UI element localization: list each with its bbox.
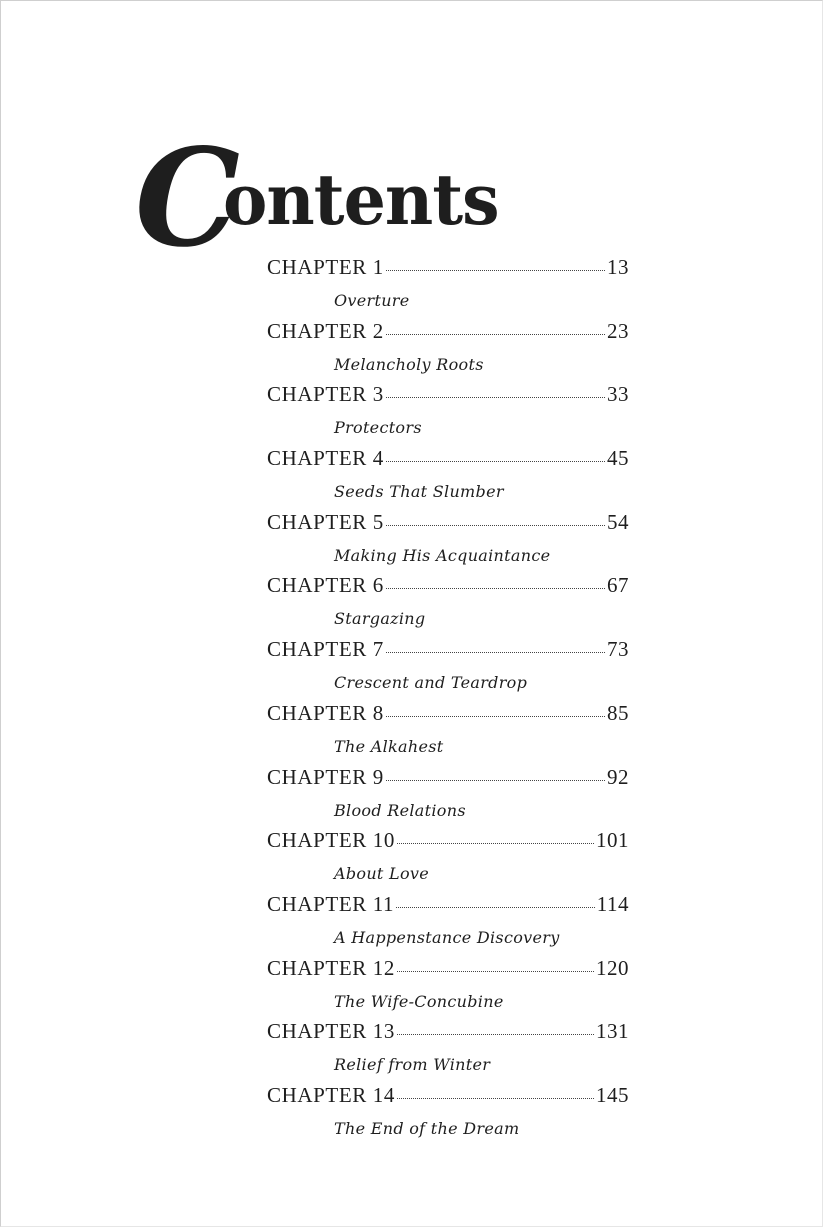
toc-entry: [267, 637, 629, 701]
page-number: 85: [607, 700, 629, 725]
chapter-subtitle: Stargazing: [334, 609, 426, 629]
chapter-subtitle: Protectors: [334, 418, 422, 438]
dot-leader: [397, 1098, 594, 1099]
dot-leader: [397, 1034, 594, 1035]
dot-leader: [397, 971, 594, 972]
chapter-subtitle: Overture: [334, 291, 410, 310]
chapter-label: CHAPTER 7: [267, 637, 384, 662]
chapter-label: CHAPTER 12: [267, 955, 395, 980]
toc-entry: [267, 255, 629, 319]
toc-entry: [267, 446, 629, 510]
toc-entry: [267, 382, 629, 446]
chapter-subtitle: Melancholy Roots: [334, 354, 484, 374]
chapter-subtitle: Crescent and Teardrop: [334, 673, 528, 693]
dot-leader: [386, 780, 605, 781]
chapter-label: CHAPTER 9: [267, 764, 384, 789]
title-text: ontents: [223, 158, 499, 241]
chapter-subtitle: Seeds That Slumber: [334, 482, 504, 502]
chapter-subtitle: The End of the Dream: [334, 1118, 520, 1138]
toc-entry: [267, 701, 629, 765]
chapter-label: CHAPTER 13: [267, 1019, 395, 1044]
toc-entry: [267, 1083, 629, 1147]
chapter-label: CHAPTER 11: [267, 891, 395, 916]
page-number: 145: [596, 1082, 629, 1107]
dot-leader: [386, 397, 605, 398]
page-number: 13: [607, 255, 629, 279]
page-number: 92: [607, 764, 629, 789]
toc-entry: [267, 956, 629, 1020]
chapter-subtitle: Blood Relations: [334, 800, 466, 820]
chapter-subtitle: Relief from Winter: [334, 1055, 491, 1075]
chapter-label: CHAPTER 8: [267, 700, 384, 725]
chapter-label: CHAPTER 4: [267, 446, 384, 471]
toc-entry: [267, 1019, 629, 1083]
chapter-subtitle: Making His Acquaintance: [334, 545, 551, 565]
page-number: 33: [607, 382, 629, 407]
page-number: 67: [607, 573, 629, 598]
toc-entry: [267, 510, 629, 574]
page-number: 131: [596, 1019, 629, 1044]
dot-leader: [386, 525, 605, 526]
dot-leader: [397, 843, 594, 844]
toc-entry: [267, 892, 629, 956]
page-number: 120: [596, 955, 629, 980]
chapter-label: CHAPTER 5: [267, 509, 384, 534]
chapter-label: CHAPTER 14: [267, 1082, 395, 1107]
page-number: 23: [607, 318, 629, 343]
page-number: 114: [596, 891, 629, 916]
dot-leader: [386, 334, 605, 335]
chapter-label: CHAPTER 1: [267, 255, 384, 279]
page-number: 73: [607, 637, 629, 662]
chapter-subtitle: The Alkahest: [334, 736, 444, 756]
chapter-label: CHAPTER 3: [267, 382, 384, 407]
table-of-contents: [267, 255, 629, 1147]
title-drop-cap: C: [135, 119, 241, 278]
chapter-label: CHAPTER 6: [267, 573, 384, 598]
toc-entry: [267, 828, 629, 892]
chapter-subtitle: A Happenstance Discovery: [334, 927, 560, 947]
chapter-subtitle: About Love: [334, 864, 430, 884]
dot-leader: [396, 907, 595, 908]
page-number: 101: [596, 828, 629, 853]
dot-leader: [386, 588, 605, 589]
page-number: 54: [607, 509, 629, 534]
dot-leader: [386, 652, 605, 653]
chapter-label: CHAPTER 2: [267, 318, 384, 343]
dot-leader: [386, 716, 605, 717]
toc-entry: [267, 765, 629, 829]
page-number: 45: [607, 446, 629, 471]
chapter-subtitle: The Wife-Concubine: [334, 991, 504, 1011]
toc-entry: [267, 573, 629, 637]
chapter-label: CHAPTER 10: [267, 828, 395, 853]
toc-entry: [267, 319, 629, 383]
dot-leader: [386, 461, 605, 462]
dot-leader: [386, 270, 605, 271]
page-title: [135, 119, 499, 278]
